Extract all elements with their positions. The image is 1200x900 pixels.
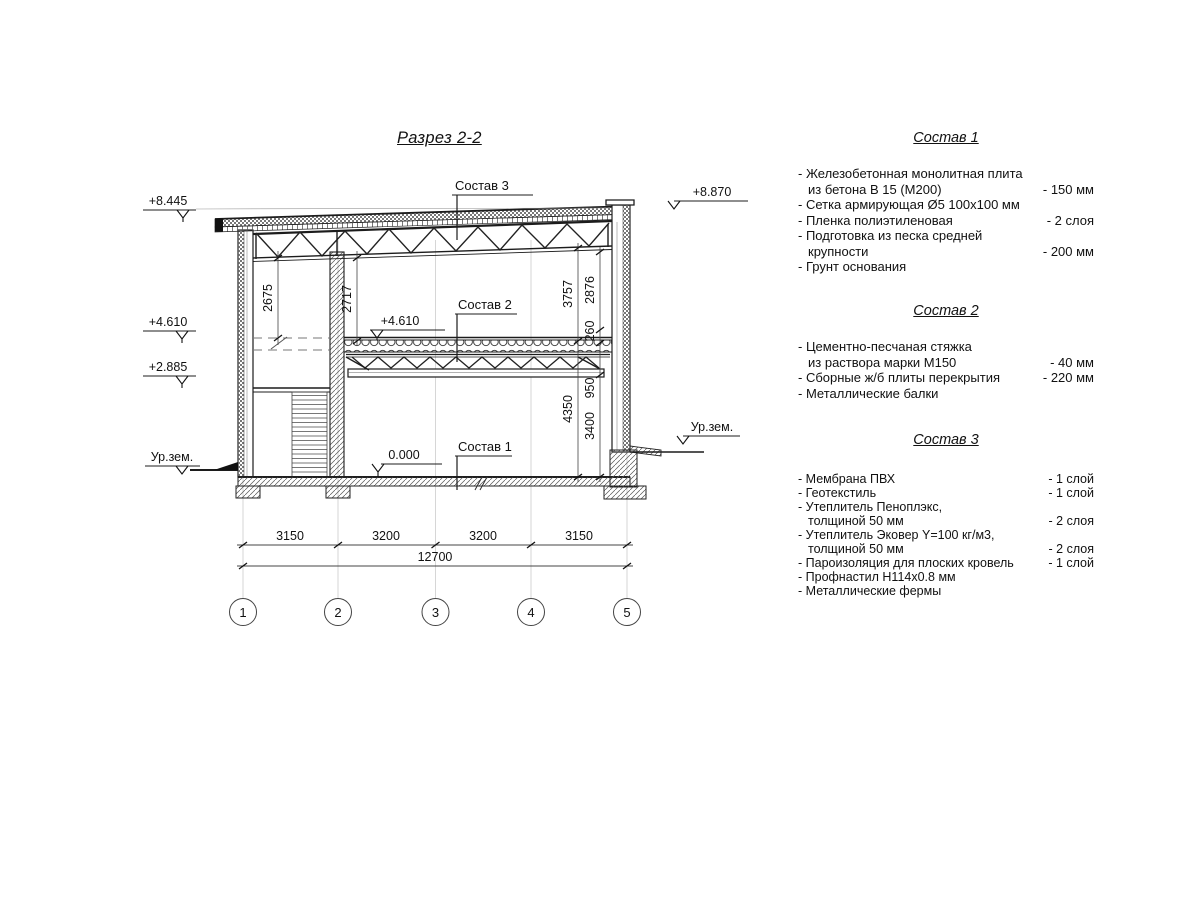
- elevation-zero: 0.000: [388, 448, 420, 462]
- layer-item: [798, 584, 1094, 598]
- layer-name: - Грунт основания: [798, 259, 907, 274]
- floor-slab: [344, 338, 612, 353]
- layer-name: - Геотекстиль: [798, 486, 877, 500]
- label-sostav1: Состав 1: [458, 439, 512, 454]
- dim-950: 950: [583, 377, 597, 399]
- composition-1-heading: Состав 1: [913, 130, 979, 146]
- ground-level-right: Ур.зем.: [690, 420, 734, 434]
- apron-left: [214, 462, 238, 470]
- layer-name: - Утеплитель Пеноплэкс,: [798, 500, 943, 514]
- dim-span-2: 3200: [372, 529, 400, 543]
- layer-value: - 150 мм: [1042, 181, 1094, 197]
- layer-name: - Металлические фермы: [798, 584, 942, 598]
- layer-name-cont: толщиной 50 мм: [808, 514, 904, 528]
- layer-value: - 220 мм: [1042, 370, 1094, 385]
- dim-span-1: 3150: [276, 529, 304, 543]
- layer-item: [798, 556, 1094, 570]
- stair-opening: [253, 337, 330, 350]
- layer-name: - Пароизоляция для плоских кровель: [798, 556, 1014, 570]
- right-wall: [606, 200, 634, 452]
- layer-item: [798, 370, 1094, 386]
- stair-flight: [292, 392, 327, 477]
- eave-cap: [215, 218, 223, 232]
- elevation-landing-mark: [143, 360, 196, 388]
- layer-name: - Сетка армирующая Ø5 100x100 мм: [798, 197, 1020, 212]
- layer-name: - Утеплитель Эковер Y=100 кг/м3,: [798, 528, 995, 542]
- layer-name-cont: из бетона В 15 (М200): [808, 181, 942, 197]
- dim-span-4: 3150: [565, 529, 593, 543]
- elevation-right-top-mark: [668, 185, 748, 209]
- composition-3-heading: Состав 3: [913, 432, 979, 448]
- dimensions-bottom: [237, 529, 633, 569]
- layer-item: [798, 472, 1094, 486]
- layer-item: [798, 213, 1094, 229]
- layer-name: - Металлические балки: [798, 385, 939, 401]
- elevation-mid-left: +4.610: [148, 315, 188, 329]
- layer-value: - 40 мм: [1050, 354, 1094, 370]
- layer-name-cont: из раствора марки М150: [808, 354, 957, 370]
- dim-2717: 2717: [340, 285, 354, 313]
- layer-item: [798, 528, 1094, 556]
- ground-level-left: Ур.зем.: [150, 450, 194, 464]
- grid-label-5: 5: [623, 605, 631, 620]
- dim-total: 12700: [417, 550, 453, 564]
- layer-name-cont: крупности: [808, 243, 869, 259]
- composition-2: [798, 303, 1094, 401]
- elevation-right-top: +8.870: [692, 185, 732, 199]
- grid-label-3: 3: [431, 605, 440, 620]
- layer-item: [798, 339, 1094, 370]
- staircase: [253, 388, 330, 477]
- label-sostav2: Состав 2: [458, 297, 512, 312]
- layer-name: - Цементно-песчаная стяжка: [798, 339, 972, 354]
- layer-name: - Мембрана ПВХ: [798, 472, 896, 486]
- layer-name-cont: толщиной 50 мм: [808, 542, 904, 556]
- grid-label-1: 1: [239, 605, 247, 620]
- elevation-left-top-mark: [143, 194, 196, 222]
- layer-name: - Подготовка из песка средней: [798, 228, 983, 243]
- layer-item: [798, 570, 1094, 584]
- elevation-left-top: +8.445: [148, 194, 188, 208]
- layer-value: - 1 слой: [1048, 556, 1094, 570]
- elevation-mid-left-mark: [143, 315, 196, 343]
- parapet-cap: [606, 200, 634, 205]
- grid-label-4: 4: [527, 605, 535, 620]
- layer-value: - 2 слоя: [1046, 212, 1094, 228]
- layer-value: - 200 мм: [1042, 243, 1094, 259]
- layer-item: [798, 166, 1094, 197]
- roof-assembly: [215, 207, 612, 234]
- dim-260: 260: [583, 320, 597, 342]
- floor-truss: [346, 355, 610, 378]
- layer-item: [798, 197, 1094, 213]
- layer-item: [798, 386, 1094, 402]
- dim-3757: 3757: [561, 280, 575, 308]
- grid-bubbles: [230, 599, 641, 626]
- layer-value: - 2 слоя: [1048, 514, 1094, 528]
- floor-bottom-chord: [348, 369, 604, 377]
- layer-item: [798, 500, 1094, 528]
- layer-item: [798, 486, 1094, 500]
- grid-label-2: 2: [334, 605, 342, 620]
- dim-2876: 2876: [583, 276, 597, 304]
- dim-4350: 4350: [561, 395, 575, 423]
- elevation-landing: +2.885: [148, 360, 188, 374]
- layer-name: - Железобетонная монолитная плита: [798, 166, 1023, 181]
- elevation-mid-inner-mark: [370, 314, 445, 340]
- composition-3: [798, 432, 1094, 598]
- label-sostav3: Состав 3: [455, 178, 509, 193]
- layer-name: - Сборные ж/б плиты перекрытия: [798, 370, 1001, 385]
- layer-name: - Профнастил Н114х0.8 мм: [798, 570, 956, 584]
- left-wall: [238, 230, 253, 477]
- layer-item: [798, 228, 1094, 259]
- dim-span-3: 3200: [469, 529, 497, 543]
- layer-item: [798, 259, 1094, 275]
- dim-2675: 2675: [261, 284, 275, 312]
- layer-name: - Пленка полиэтиленовая: [798, 212, 953, 228]
- dim-3400: 3400: [583, 412, 597, 440]
- composition-1: [798, 130, 1094, 275]
- elevation-mid-inner: +4.610: [380, 314, 420, 328]
- ground-slab: [238, 477, 630, 490]
- layer-value: - 1 слой: [1048, 472, 1094, 486]
- drawing-title: Разрез 2-2: [397, 129, 482, 147]
- layer-value: - 1 слой: [1048, 486, 1094, 500]
- elevation-zero-mark: [372, 448, 442, 477]
- layer-value: - 2 слоя: [1048, 542, 1094, 556]
- ground-level-right-mark: [677, 420, 740, 444]
- composition-2-heading: Состав 2: [913, 303, 979, 319]
- truss-bottom-chord: [253, 246, 612, 258]
